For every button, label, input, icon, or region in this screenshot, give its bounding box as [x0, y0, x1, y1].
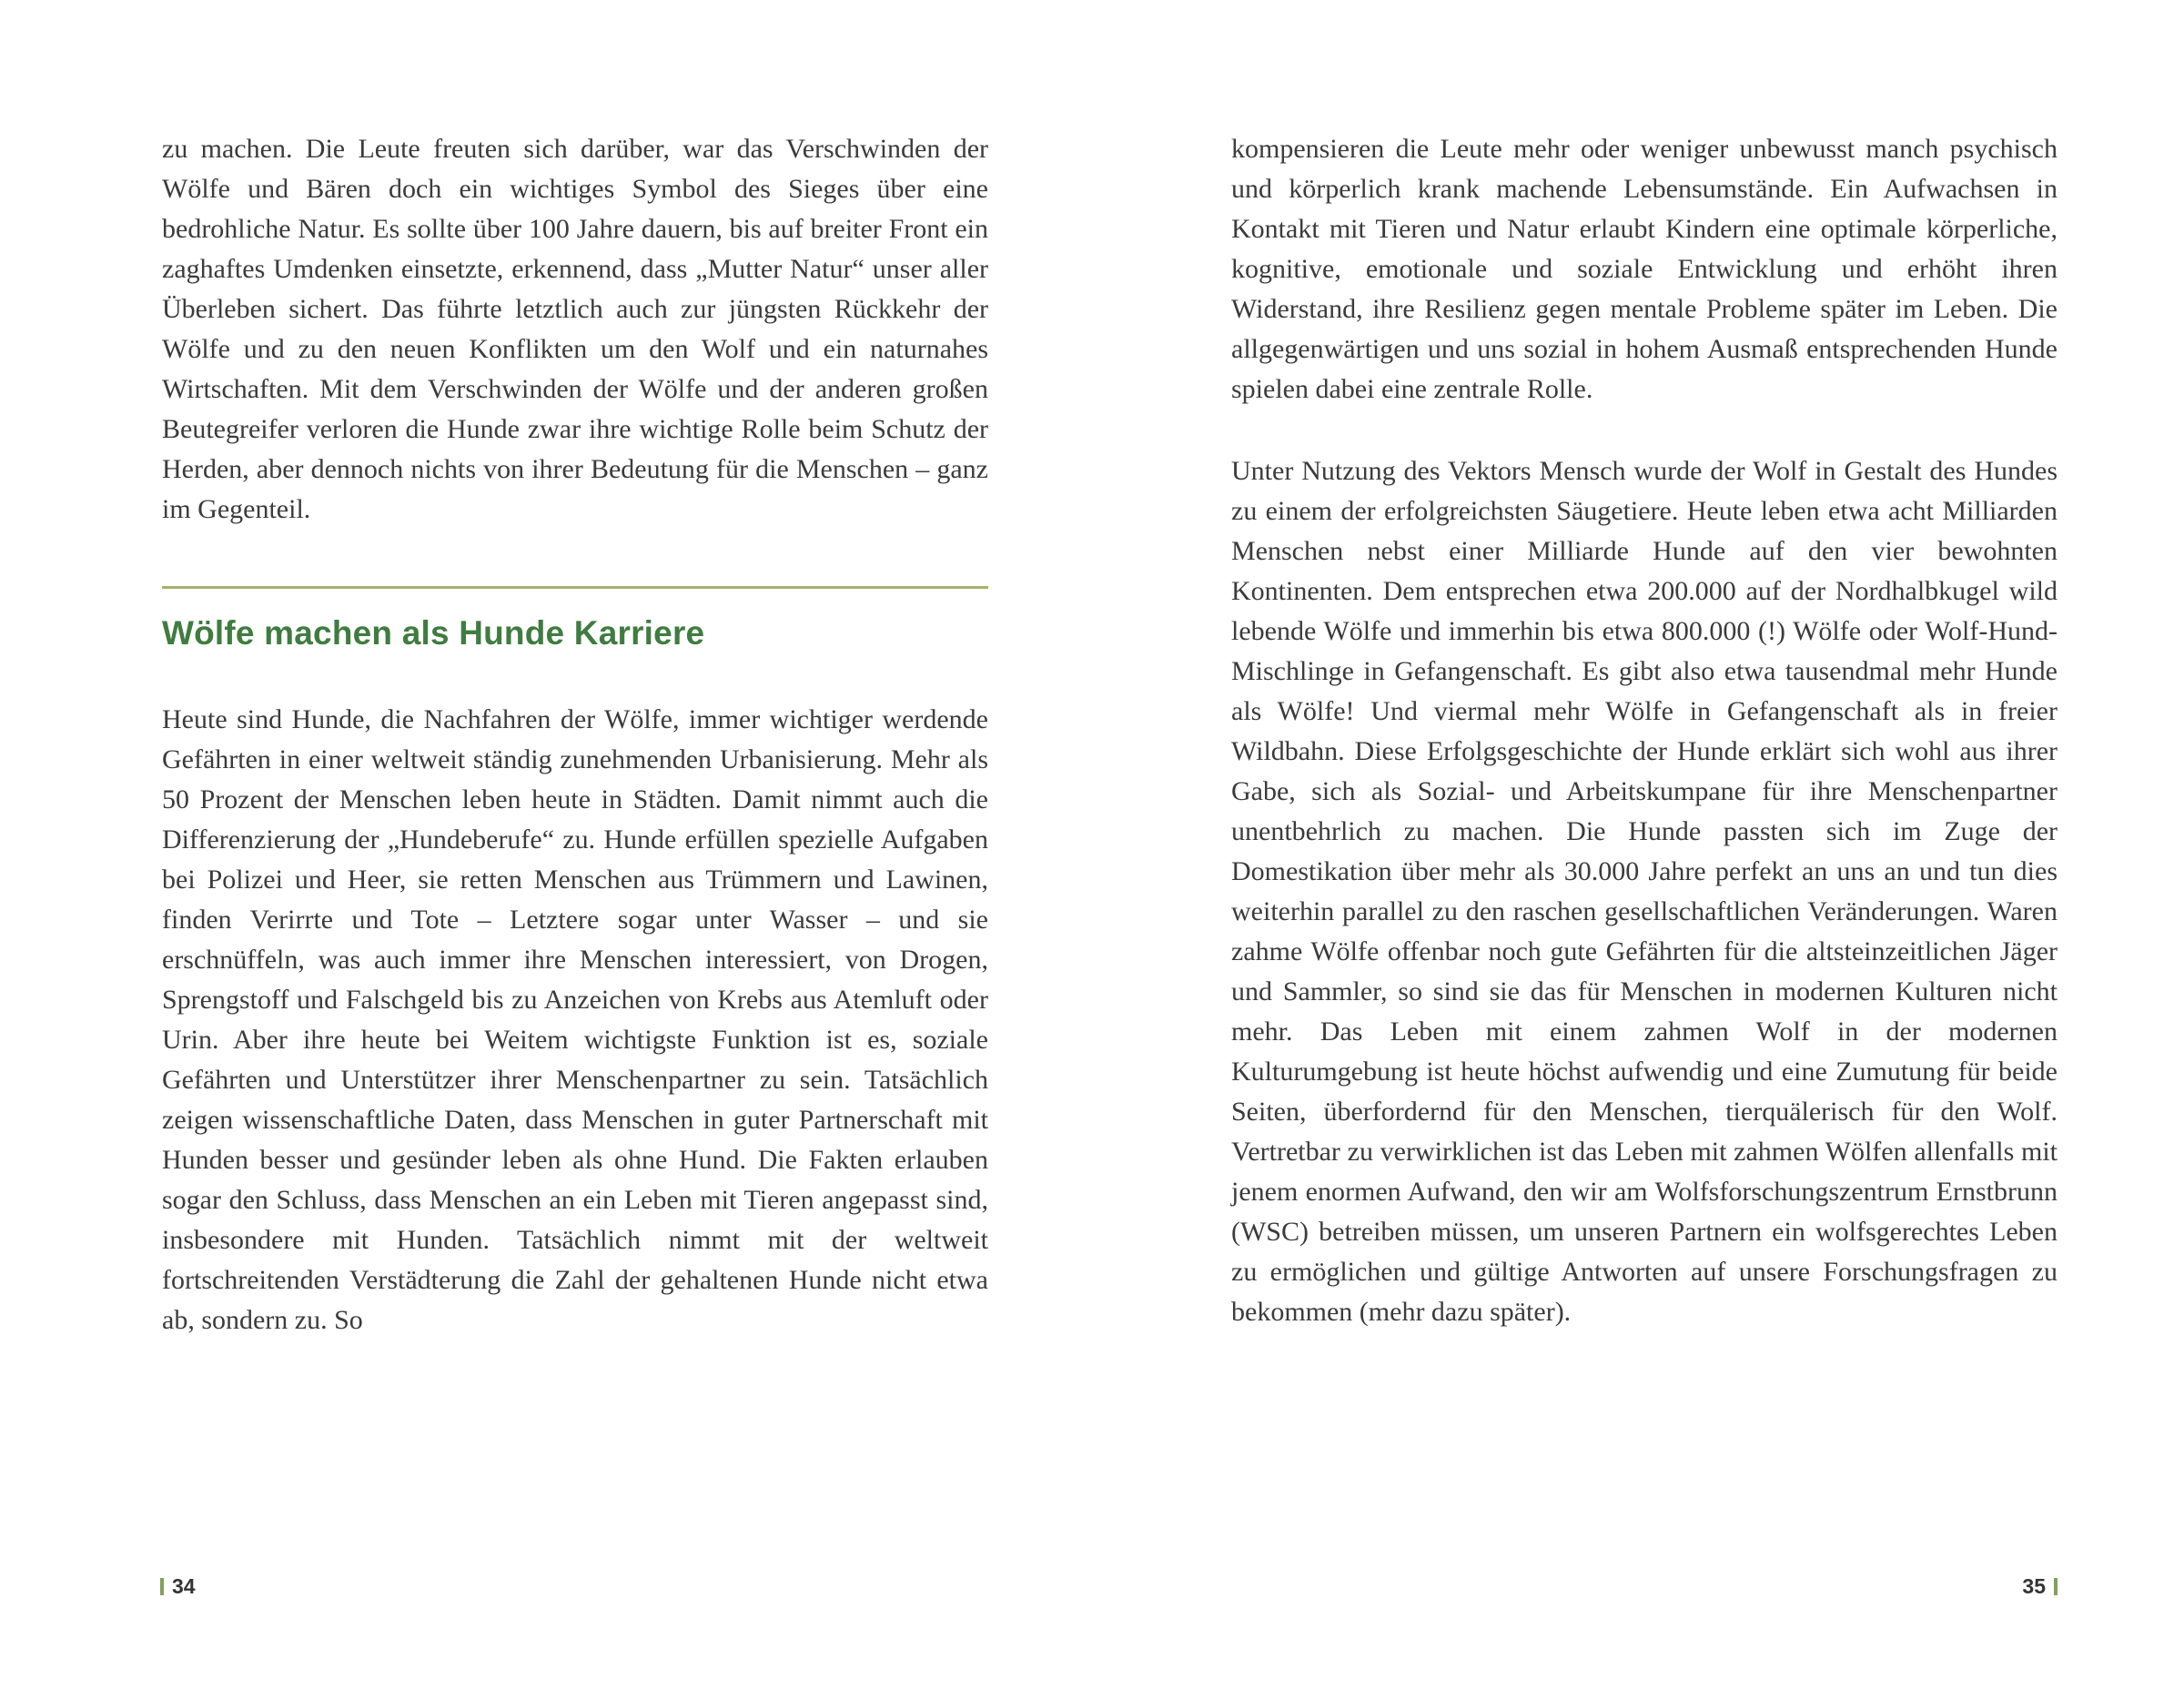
left-page-footer [160, 1574, 196, 1599]
left-page-text-column [162, 129, 988, 1340]
right-page-paragraph-2: Unter Nutzung des Vektors Mensch wurde der Wolf in Gestalt des Hundes zu einem der erfolgreichsten Säugetiere. Heute leben etwa acht Milliarden Menschen nebst einer Milliarde Hunde auf den vier bewohnten Kontinenten. Dem entsprechen etwa 200.000 auf der Nordhalbkugel wild lebende Wölfe und immerhin bis etwa 800.000 (!) Wölfe oder Wolf-Hund-Mischlinge in Gefangenschaft. Es gibt also etwa tausendmal mehr Hunde als Wölfe! Und viermal mehr Wölfe in Gefangenschaft als in freier Wildbahn. Diese Erfolgsgeschichte der Hunde erklärt sich wohl aus ihrer Gabe, sich als Sozial- und Arbeitskumpane für ihre Menschenpartner unentbehrlich zu machen. Die Hunde passten sich im Zuge der Domestikation über mehr als 30.000 Jahre perfekt an uns an und tun dies weiterhin parallel zu den raschen gesellschaftlichen Veränderungen. Waren zahme Wölfe offenbar noch gute Gefährten für die altsteinzeitlichen Jäger und Sammler, so sind sie das für Menschen in modernen Kulturen nicht mehr. Das Leben mit einem zahmen Wolf in der modernen Kulturumgebung ist heute höchst aufwendig und eine Zumutung für beide Seiten, überfordernd für den Menschen, tierquälerisch für den Wolf. Vertretbar zu verwirklichen ist das Leben mit zahmen Wölfen allenfalls mit jenem enormen Aufwand, den wir am Wolfsforschungszentrum Ernstbrunn (WSC) betreiben müssen, um unseren Partnern ein wolfsgerechtes Leben zu ermöglichen und gültige Antworten auf unsere Forschungsfragen zu bekommen (mehr dazu später). [1231, 456, 2058, 1327]
right-page-number: 35 [2022, 1574, 2046, 1598]
right-page-paragraph-1: kompensieren die Leute mehr oder weniger unbewusst manch psychisch und körperlich krank machende Lebensumstände. Ein Aufwachsen in Kontakt mit Tieren und Natur erlaubt Kindern eine optimale körperliche, kognitive, emotionale und soziale Entwicklung und erhöht ihren Widerstand, ihre Resilienz gegen mentale Probleme später im Leben. Die allgegenwärtigen und uns sozial in hohem Ausmaß entsprechenden Hunde spielen dabei eine zentrale Rolle. [1231, 134, 2058, 404]
page-number-bar [160, 1578, 164, 1595]
right-page-text-column [1231, 129, 2058, 1332]
section-divider-rule [162, 586, 988, 589]
left-page-number: 34 [172, 1574, 196, 1598]
page-number-bar [2054, 1578, 2058, 1595]
left-page-paragraph-1: zu machen. Die Leute freuten sich darüber, war das Verschwinden der Wölfe und Bären doch ein wichtiges Symbol des Sieges über eine bedrohliche Natur. Es sollte über 100 Jahre dauern, bis auf breiter Front ein zaghaftes Umdenken einsetzte, erkennend, dass „Mutter Natur“ unser aller Überleben sichert. Das führte letztlich auch zur jüngsten Rückkehr der Wölfe und zu den neuen Konflikten um den Wolf und ein naturnahes Wirtschaften. Mit dem Verschwinden der Wölfe und der anderen großen Beutegreifer verloren die Hunde zwar ihre wichtige Rolle beim Schutz der Herden, aber dennoch nichts von ihrer Bedeutung für die Menschen – ganz im Gegenteil. [162, 134, 988, 524]
section-heading: Wölfe machen als Hunde Karriere [162, 614, 705, 652]
right-page-footer [2022, 1574, 2058, 1599]
left-page-paragraph-2: Heute sind Hunde, die Nachfahren der Wölfe, immer wichtiger werdende Gefährten in einer weltweit ständig zunehmenden Urbanisierung. Mehr als 50 Prozent der Menschen leben heute in Städten. Damit nimmt auch die Differenzierung der „Hundeberufe“ zu. Hunde erfüllen spezielle Aufgaben bei Polizei und Heer, sie retten Menschen aus Trümmern und Lawinen, finden Verirrte und Tote – Letztere sogar unter Wasser – und sie erschnüffeln, was auch immer ihre Menschen interessiert, von Drogen, Sprengstoff und Falschgeld bis zu Anzeichen von Krebs aus Atemluft oder Urin. Aber ihre heute bei Weitem wichtigste Funktion ist es, soziale Gefährten und Unterstützer ihrer Menschenpartner zu sein. Tatsächlich zeigen wissenschaftliche Daten, dass Menschen in guter Partnerschaft mit Hunden besser und gesünder leben als ohne Hund. Die Fakten erlauben sogar den Schluss, dass Menschen an ein Leben mit Tieren angepasst sind, insbesondere mit Hunden. Tatsächlich nimmt mit der weltweit fortschreitenden Verstädterung die Zahl der gehaltenen Hunde nicht etwa ab, sondern zu. So [162, 704, 988, 1336]
